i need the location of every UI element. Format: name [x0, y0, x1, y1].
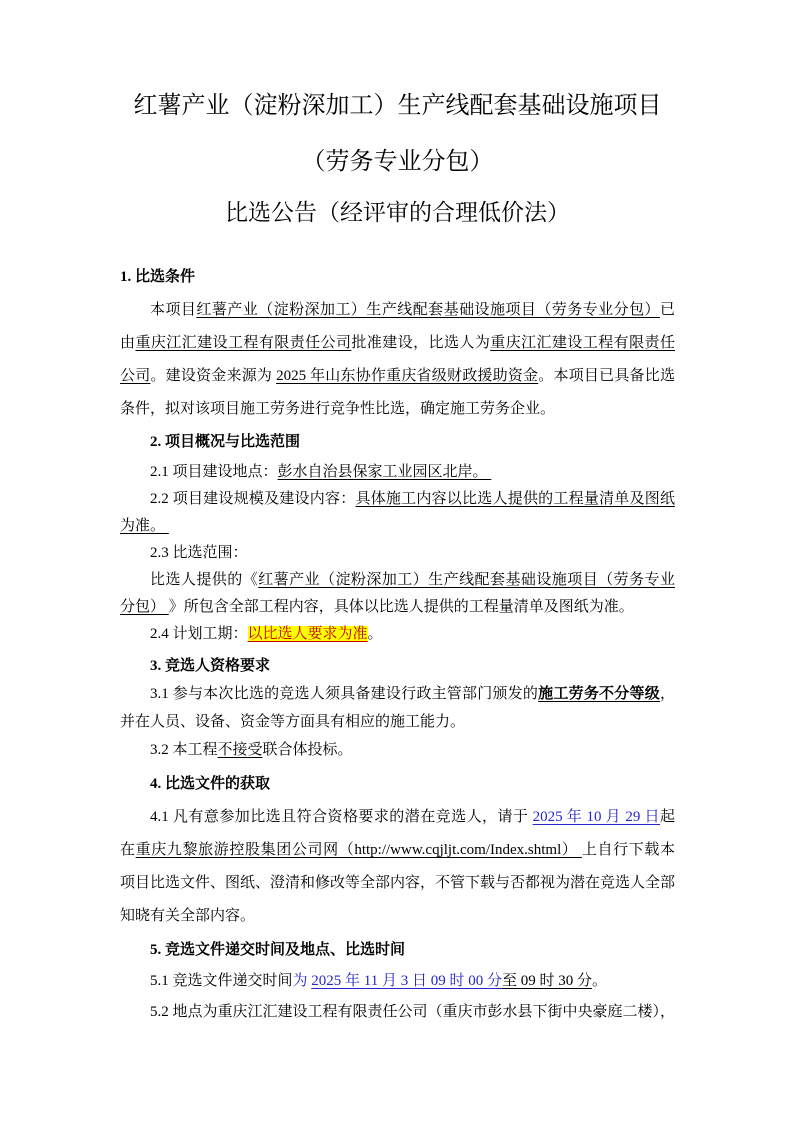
section-3-heading: 3. 竞选人资格要求 — [150, 658, 271, 674]
text-run: 。 — [592, 973, 608, 989]
text-run: 2.2 项目建设规模及建设内容： — [150, 491, 356, 507]
text-run: 5.1 竞选文件递交时间 — [150, 973, 293, 989]
text-run: ，并在人员、设备、资金等方面具有相应的施工能力。 — [120, 686, 675, 730]
download-website-underlined: 重庆九黎旅游控股集团公司网（http://www.cqjljt.com/Index.shtml） — [135, 842, 582, 858]
approver-company-underlined: 重庆江汇建设工程有限责任公司 — [135, 335, 352, 351]
title-line-2: （劳务专业分包） — [301, 149, 494, 175]
text-run: 起在 — [120, 809, 675, 858]
text-run: 2.4 计划工期： — [150, 626, 248, 642]
clause-2-4 — [120, 621, 675, 648]
title-line-1: 红薯产业（淀粉深加工）生产线配套基础设施项目 — [133, 93, 662, 119]
text-run: 2.1 项目建设地点： — [150, 464, 278, 480]
text-run: 已由 — [120, 302, 675, 351]
clause-1-paragraph — [120, 294, 675, 426]
construction-site-underlined: 彭水自治县保家工业园区北岸。 — [277, 464, 492, 480]
text-run: 批准建设，比选人为 — [351, 335, 491, 351]
text-run: 4.1 凡有意参加比选且符合资格要求的潜在竞选人，请于 — [150, 809, 533, 825]
section-1-heading: 1. 比选条件 — [120, 269, 196, 285]
document-title — [120, 88, 675, 231]
text-run: 联合体投标。 — [262, 742, 353, 758]
qualification-grade-underlined: 施工劳务不分等级 — [538, 686, 660, 702]
clause-4-1 — [120, 801, 675, 933]
project-name-underlined: 红薯产业（淀粉深加工）生产线配套基础设施项目（劳务专业分包） — [120, 572, 675, 615]
download-start-date: 2025 年 10 月 29 日 — [532, 809, 660, 825]
section-2-heading: 2. 项目概况与比选范围 — [150, 434, 301, 450]
clause-5-2: 5.2 地点为重庆江汇建设工程有限责任公司（重庆市彭水县下街中央豪庭二楼）， — [150, 1004, 676, 1020]
clause-2-1 — [120, 459, 675, 486]
text-run: 上自行下载本项目比选文件、图纸、澄清和修改等全部内容，不管下载与否都视为潜在竞选人全部知晓有关全部内容。 — [120, 842, 676, 924]
text-run: 3.2 本工程 — [150, 742, 218, 758]
section-4-heading: 4. 比选文件的获取 — [150, 776, 271, 792]
text-run: 比选人提供的《 — [150, 572, 259, 588]
text-run: 本项目 — [150, 302, 197, 318]
fund-source-underlined: 2025 年山东协作重庆省级财政援助资金 — [276, 368, 539, 384]
bid-inviter-company-underlined: 重庆江汇建设工程有限责任公司 — [120, 335, 675, 384]
text-run: 。本项目已具备比选条件，拟对该项目施工劳务进行竞争性比选，确定施工劳务企业。 — [120, 368, 675, 417]
text-run: 。 — [367, 626, 383, 642]
text-run: 。建设资金来源为 — [150, 368, 277, 384]
scope-content-underlined: 具体施工内容以比选人提供的工程量清单及图纸为准。 — [120, 491, 675, 534]
planned-duration-highlight: 以比选人要求为准 — [247, 626, 368, 642]
project-name-underlined: 红薯产业（淀粉深加工）生产线配套基础设施项目（劳务专业分包） — [196, 302, 660, 318]
text-run: 3.1 参与本次比选的竞选人须具备建设行政主管部门颁发的 — [150, 686, 539, 702]
text-run-blue: 为 — [292, 973, 312, 989]
clause-2-2 — [120, 486, 675, 540]
submission-end-time-underlined: 至 09 时 30 分 — [501, 973, 592, 989]
section-5-heading: 5. 竞选文件递交时间及地点、比选时间 — [150, 942, 406, 958]
clause-3-1 — [120, 680, 675, 736]
clause-2-3-body — [120, 567, 675, 621]
clause-2-3-heading: 2.3 比选范围： — [150, 545, 248, 561]
submission-start-time: 2025 年 11 月 3 日 09 时 00 分 — [311, 973, 502, 989]
clause-3-2 — [120, 736, 675, 764]
title-line-3: 比选公告（经评审的合理低价法） — [225, 200, 570, 225]
text-run: 》所包含全部工程内容，具体以比选人提供的工程量清单及图纸为准。 — [168, 599, 634, 615]
no-consortium-underlined: 不接受 — [217, 742, 263, 758]
clause-5-1 — [120, 966, 675, 997]
